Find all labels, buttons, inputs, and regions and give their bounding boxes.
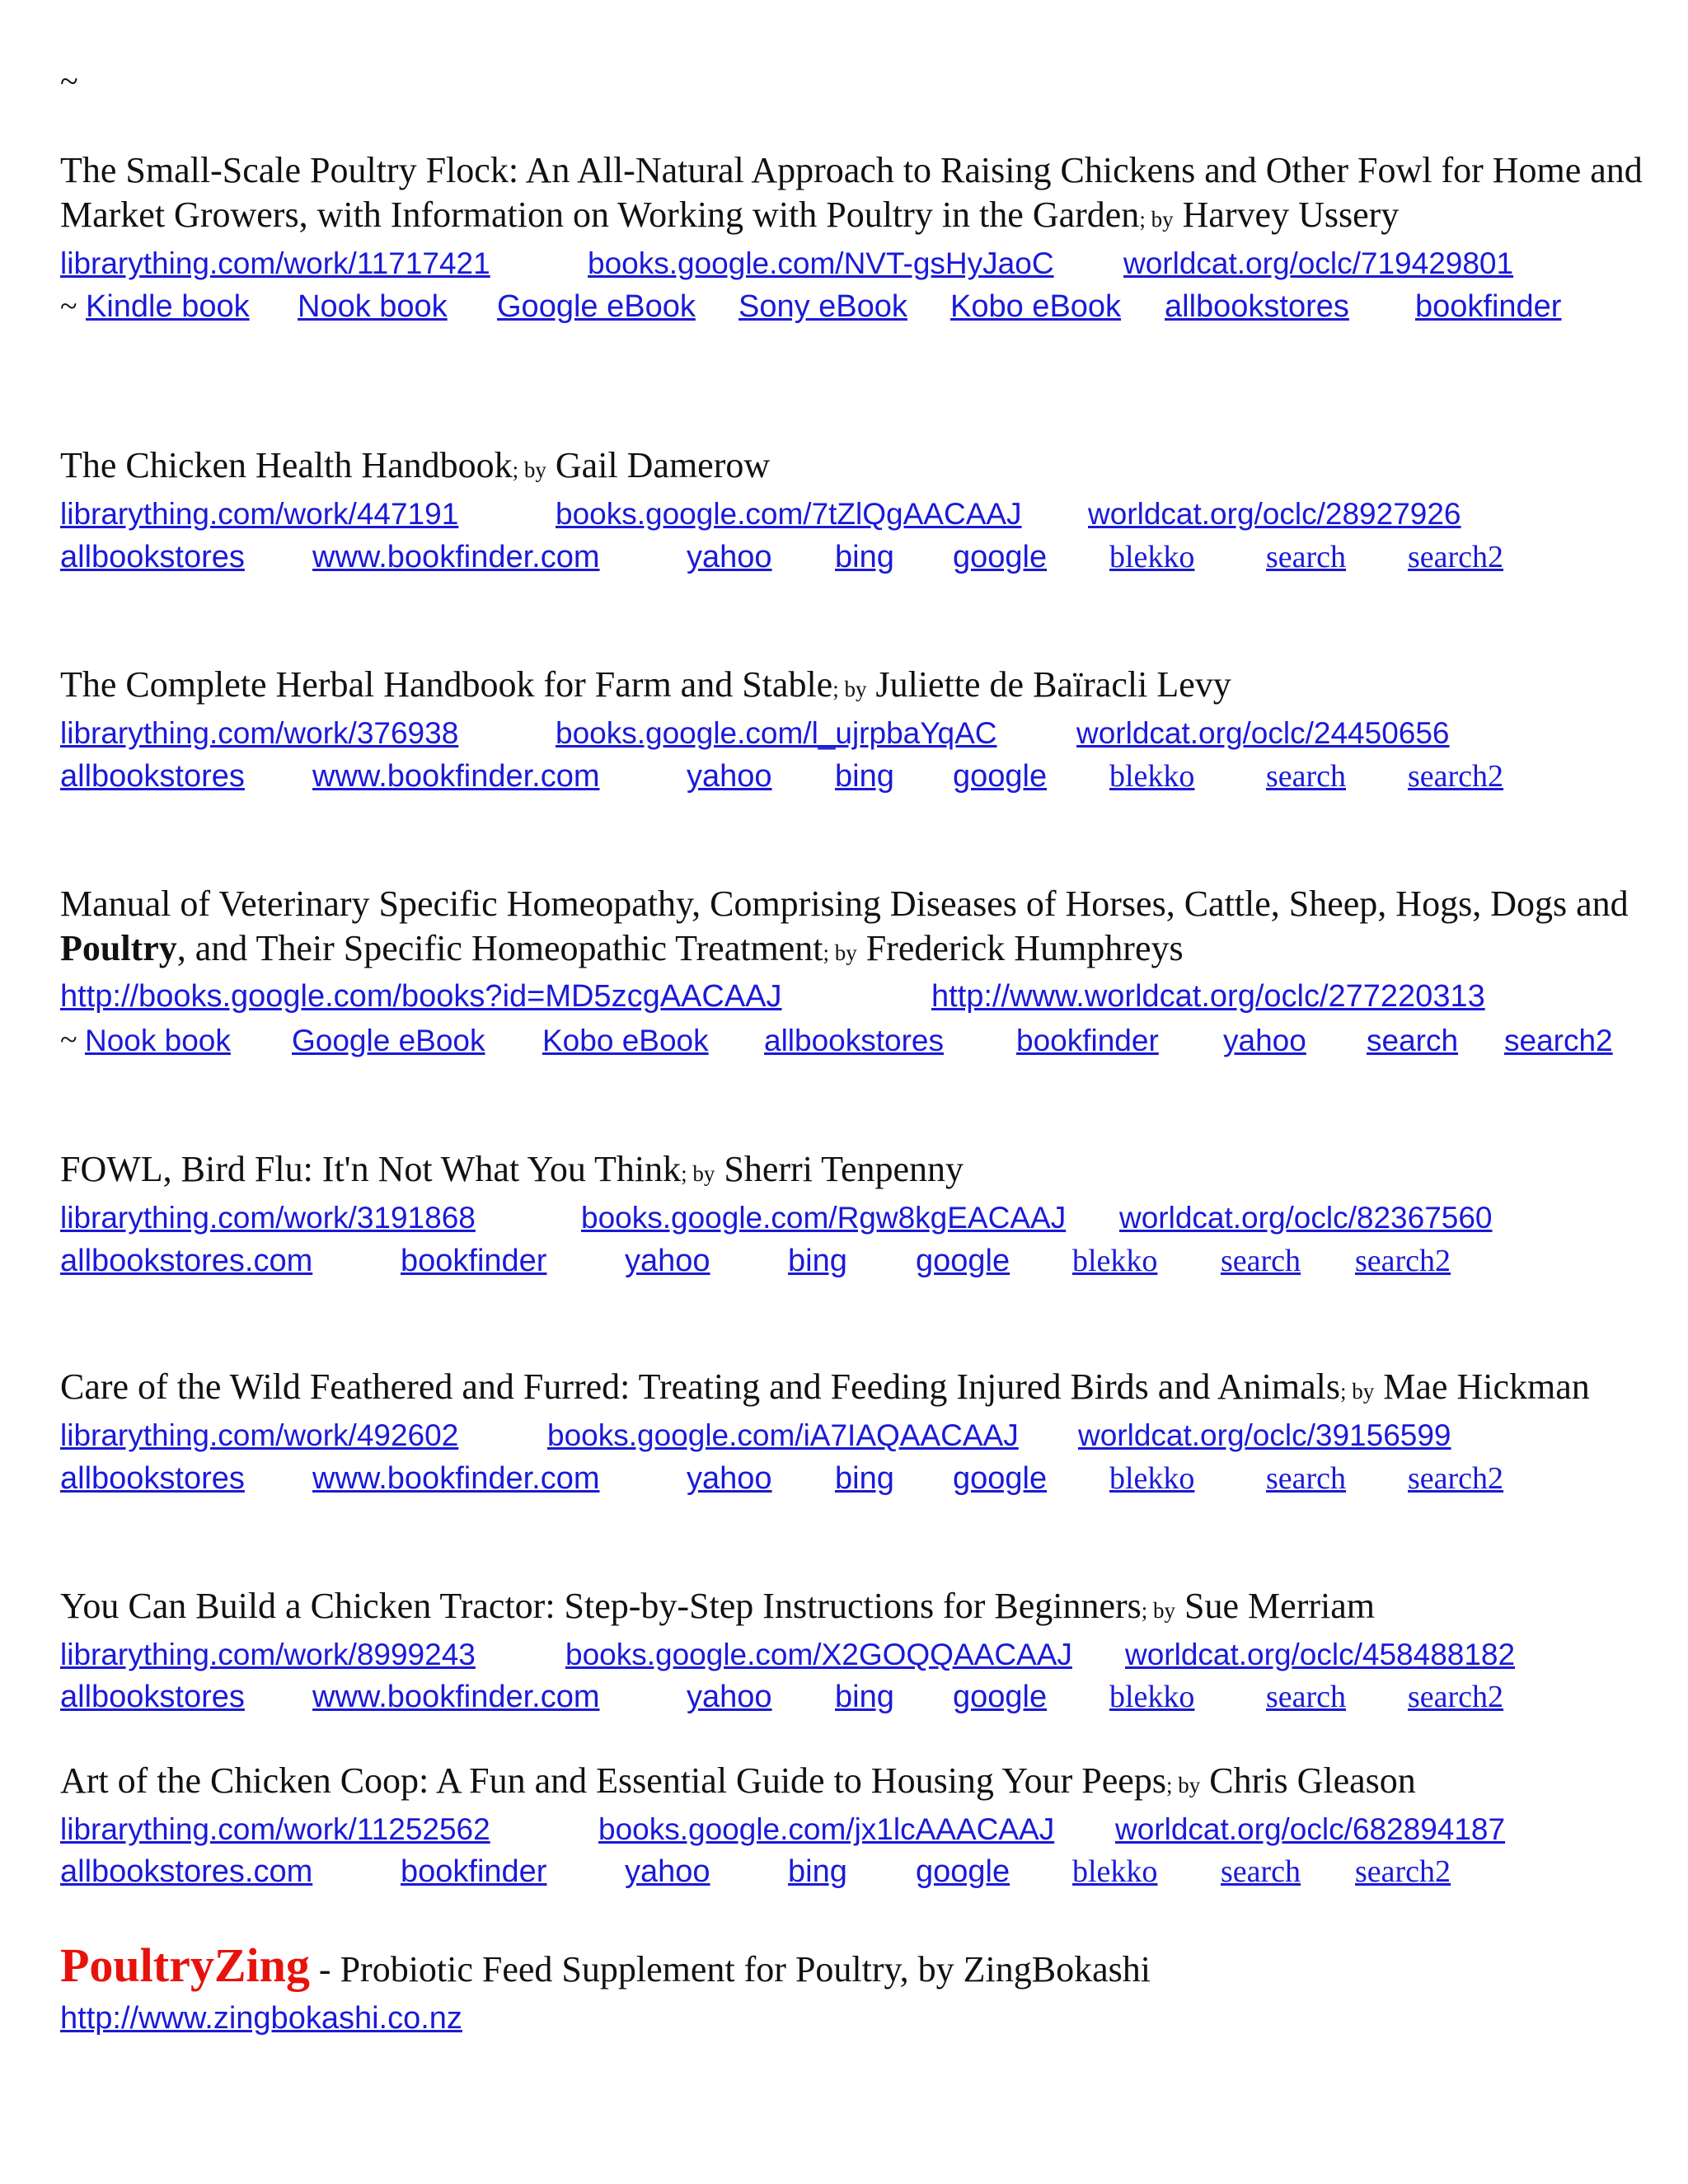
worldcat-link[interactable]: worldcat.org/oclc/39156599: [1078, 1418, 1451, 1452]
book-author: Frederick Humphreys: [856, 928, 1184, 968]
book-title-text: Care of the Wild Feathered and Furred: Treating and Feeding Injured Birds and Animals: [60, 1366, 1340, 1407]
book-title: [60, 148, 1643, 241]
bookfinder-link[interactable]: www.bookfinder.com: [312, 1680, 600, 1714]
bookfinder-link[interactable]: bookfinder: [401, 1244, 547, 1278]
search-links-row: [60, 536, 1659, 579]
search-links-row: [60, 1240, 1659, 1283]
book-title: [60, 663, 1643, 711]
book-author: Harvey Ussery: [1173, 194, 1400, 235]
allbookstores-link[interactable]: allbookstores: [60, 1461, 245, 1496]
book-title-text: The Chicken Health Handbook: [60, 445, 513, 485]
zingbokashi-link[interactable]: http://www.zingbokashi.co.nz: [60, 2001, 462, 2036]
yahoo-link[interactable]: yahoo: [687, 759, 772, 794]
promo-block: [60, 1938, 1659, 2041]
allbookstores-link[interactable]: allbookstores.com: [60, 1854, 313, 1889]
google-books-link[interactable]: books.google.com/NVT-gsHyJaoC: [588, 246, 1054, 280]
search-link[interactable]: search: [1266, 1680, 1347, 1714]
librarything-link[interactable]: librarything.com/work/8999243: [60, 1638, 476, 1671]
bookfinder-link[interactable]: bookfinder: [1016, 1024, 1159, 1057]
allbookstores-link[interactable]: allbookstores: [60, 759, 245, 794]
book-title: [60, 882, 1643, 975]
librarything-link[interactable]: librarything.com/work/492602: [60, 1418, 459, 1452]
book-entry: [60, 148, 1659, 329]
book-entry: [60, 1147, 1659, 1283]
google-books-link[interactable]: books.google.com/l_ujrpbaYqAC: [556, 716, 997, 750]
bing-link[interactable]: bing: [835, 759, 894, 794]
by-label: ; by: [1141, 1598, 1176, 1623]
google-ebook-link[interactable]: Google eBook: [292, 1024, 485, 1057]
book-title-text: Manual of Veterinary Specific Homeopathy, Comprising Diseases of Horses, Cattle, Sheep, Hogs, Dogs and: [60, 883, 1629, 924]
search-link[interactable]: search: [1367, 1024, 1459, 1057]
book-title-text: The Complete Herbal Handbook for Farm and Stable: [60, 664, 833, 705]
librarything-link[interactable]: librarything.com/work/3191868: [60, 1201, 476, 1235]
search2-link[interactable]: search2: [1408, 540, 1504, 574]
google-link[interactable]: google: [953, 1680, 1048, 1714]
search2-link[interactable]: search2: [1408, 1680, 1504, 1714]
book-entry: [60, 443, 1659, 579]
blekko-link[interactable]: blekko: [1109, 1680, 1195, 1714]
librarything-link[interactable]: librarything.com/work/11252562: [60, 1812, 490, 1846]
book-entry: [60, 1365, 1659, 1501]
blekko-link[interactable]: blekko: [1109, 759, 1195, 794]
by-label: ; by: [832, 677, 867, 701]
bing-link[interactable]: bing: [835, 1680, 894, 1714]
search-link[interactable]: search: [1221, 1244, 1301, 1278]
google-books-link[interactable]: books.google.com/X2GOQQAACAAJ: [565, 1638, 1072, 1671]
book-author: Sherri Tenpenny: [715, 1149, 964, 1189]
row-tilde: ~: [60, 1023, 77, 1057]
google-link[interactable]: google: [953, 540, 1048, 574]
bookfinder-link[interactable]: www.bookfinder.com: [312, 540, 600, 574]
by-label: ; by: [1165, 1773, 1201, 1797]
yahoo-link[interactable]: yahoo: [1223, 1024, 1306, 1057]
librarything-link[interactable]: librarything.com/work/376938: [60, 716, 459, 750]
catalog-links-row: [60, 975, 1659, 1019]
librarything-link[interactable]: librarything.com/work/447191: [60, 497, 459, 531]
blekko-link[interactable]: blekko: [1072, 1854, 1158, 1889]
yahoo-link[interactable]: yahoo: [625, 1854, 710, 1889]
book-author: Gail Damerow: [546, 445, 771, 485]
book-author: Chris Gleason: [1200, 1760, 1416, 1801]
book-title: [60, 443, 1643, 492]
leading-tilde: ~: [60, 63, 78, 100]
bookfinder-link[interactable]: bookfinder: [1415, 289, 1562, 324]
promo-text: - Probiotic Feed Supplement for Poultry, by ZingBokashi: [309, 1949, 1151, 1990]
nook-book-link[interactable]: Nook book: [298, 289, 448, 324]
search-links-row: [60, 1850, 1659, 1894]
kobo-ebook-link[interactable]: Kobo eBook: [950, 289, 1122, 324]
catalog-links-row: [60, 711, 1659, 755]
book-author: Juliette de Baïracli Levy: [866, 664, 1231, 705]
yahoo-link[interactable]: yahoo: [687, 540, 772, 574]
allbookstores-link[interactable]: allbookstores: [764, 1024, 945, 1057]
promo-line: [60, 1938, 1659, 1997]
book-title: [60, 1759, 1643, 1807]
allbookstores-link[interactable]: allbookstores: [1165, 289, 1349, 324]
worldcat-link[interactable]: worldcat.org/oclc/682894187: [1115, 1812, 1506, 1846]
bing-link[interactable]: bing: [835, 540, 894, 574]
search-link[interactable]: search: [1266, 1461, 1347, 1496]
kobo-ebook-link[interactable]: Kobo eBook: [542, 1024, 709, 1057]
catalog-links-row: [60, 1633, 1659, 1675]
book-author: Mae Hickman: [1374, 1366, 1590, 1407]
search2-link[interactable]: search2: [1408, 759, 1504, 794]
google-link[interactable]: google: [916, 1854, 1010, 1889]
nook-book-link[interactable]: Nook book: [85, 1024, 231, 1057]
google-link[interactable]: google: [953, 1461, 1048, 1496]
brand-name: PoultryZing: [60, 1938, 310, 1992]
allbookstores-link[interactable]: allbookstores: [60, 1680, 245, 1714]
book-entry: [60, 882, 1659, 1062]
search-link[interactable]: search: [1221, 1854, 1301, 1889]
google-books-link[interactable]: books.google.com/Rgw8kgEACAAJ: [581, 1201, 1067, 1235]
book-title-text-rest: , and Their Specific Homeopathic Treatment: [176, 928, 823, 968]
store-links-row: [60, 285, 1659, 329]
google-books-link[interactable]: books.google.com/jx1lcAAACAAJ: [598, 1812, 1055, 1846]
by-label: ; by: [823, 940, 857, 965]
yahoo-link[interactable]: yahoo: [687, 1680, 772, 1714]
sony-ebook-link[interactable]: Sony eBook: [738, 289, 907, 324]
yahoo-link[interactable]: yahoo: [625, 1244, 710, 1278]
search2-link[interactable]: search2: [1355, 1244, 1451, 1278]
catalog-links-row: [60, 1196, 1659, 1240]
book-title: [60, 1147, 1643, 1196]
librarything-link[interactable]: librarything.com/work/11717421: [60, 246, 490, 280]
promo-link-row: [60, 1997, 1659, 2041]
book-entry: [60, 1584, 1659, 1719]
book-entry: [60, 1759, 1659, 1894]
worldcat-link[interactable]: http://www.worldcat.org/oclc/277220313: [931, 979, 1485, 1014]
book-title-text: You Can Build a Chicken Tractor: Step-by-Step Instructions for Beginners: [60, 1586, 1142, 1626]
google-books-link[interactable]: books.google.com/7tZlQgAACAAJ: [556, 497, 1022, 531]
worldcat-link[interactable]: worldcat.org/oclc/24450656: [1076, 716, 1450, 750]
bing-link[interactable]: bing: [788, 1854, 847, 1889]
google-link[interactable]: google: [916, 1244, 1010, 1278]
by-label: ; by: [512, 457, 546, 482]
catalog-links-row: [60, 241, 1659, 285]
worldcat-link[interactable]: worldcat.org/oclc/458488182: [1125, 1638, 1516, 1671]
bookfinder-link[interactable]: www.bookfinder.com: [312, 759, 600, 794]
search-links-row: [60, 1675, 1659, 1719]
kindle-book-link[interactable]: Kindle book: [86, 289, 250, 324]
book-title-bold-term: Poultry: [60, 928, 177, 968]
book-entry: [60, 663, 1659, 799]
search2-link[interactable]: search2: [1355, 1854, 1451, 1889]
book-title: [60, 1365, 1643, 1413]
allbookstores-link[interactable]: allbookstores.com: [60, 1244, 313, 1278]
book-author: Sue Merriam: [1175, 1586, 1375, 1626]
store-links-row: [60, 1019, 1659, 1062]
catalog-links-row: [60, 1807, 1659, 1850]
bookfinder-link[interactable]: bookfinder: [401, 1854, 547, 1889]
google-link[interactable]: google: [953, 759, 1048, 794]
catalog-links-row: [60, 1413, 1659, 1457]
book-title: [60, 1584, 1643, 1633]
search-link[interactable]: search: [1266, 759, 1347, 794]
google-ebook-link[interactable]: Google eBook: [497, 289, 696, 324]
search-links-row: [60, 755, 1659, 799]
by-label: ; by: [1340, 1379, 1375, 1404]
search-link[interactable]: search: [1266, 540, 1347, 574]
by-label: ; by: [1139, 207, 1174, 232]
bing-link[interactable]: bing: [835, 1461, 894, 1496]
blekko-link[interactable]: blekko: [1109, 540, 1195, 574]
by-label: ; by: [681, 1161, 715, 1186]
search-links-row: [60, 1457, 1659, 1501]
worldcat-link[interactable]: worldcat.org/oclc/28927926: [1088, 497, 1461, 531]
worldcat-link[interactable]: worldcat.org/oclc/719429801: [1123, 246, 1514, 280]
search2-link[interactable]: search2: [1408, 1461, 1504, 1496]
bookfinder-link[interactable]: www.bookfinder.com: [312, 1461, 600, 1496]
yahoo-link[interactable]: yahoo: [687, 1461, 772, 1496]
worldcat-link[interactable]: worldcat.org/oclc/82367560: [1119, 1201, 1493, 1235]
book-title-text: The Small-Scale Poultry Flock: An All-Natural Approach to Raising Chickens and Other Fowl for Home and Market Growers, with Information on Working with Poultry in the Garden: [60, 150, 1643, 235]
blekko-link[interactable]: blekko: [1109, 1461, 1195, 1496]
book-title-text: FOWL, Bird Flu: It'n Not What You Think: [60, 1149, 682, 1189]
google-books-link[interactable]: books.google.com/iA7IAQAACAAJ: [547, 1418, 1019, 1452]
bing-link[interactable]: bing: [788, 1244, 847, 1278]
google-books-link[interactable]: http://books.google.com/books?id=MD5zcgAACAAJ: [60, 979, 782, 1014]
search2-link[interactable]: search2: [1504, 1024, 1613, 1057]
blekko-link[interactable]: blekko: [1072, 1244, 1158, 1278]
catalog-links-row: [60, 492, 1659, 536]
book-title-text: Art of the Chicken Coop: A Fun and Essential Guide to Housing Your Peeps: [60, 1760, 1166, 1801]
row-tilde: ~: [60, 289, 77, 324]
allbookstores-link[interactable]: allbookstores: [60, 540, 245, 574]
